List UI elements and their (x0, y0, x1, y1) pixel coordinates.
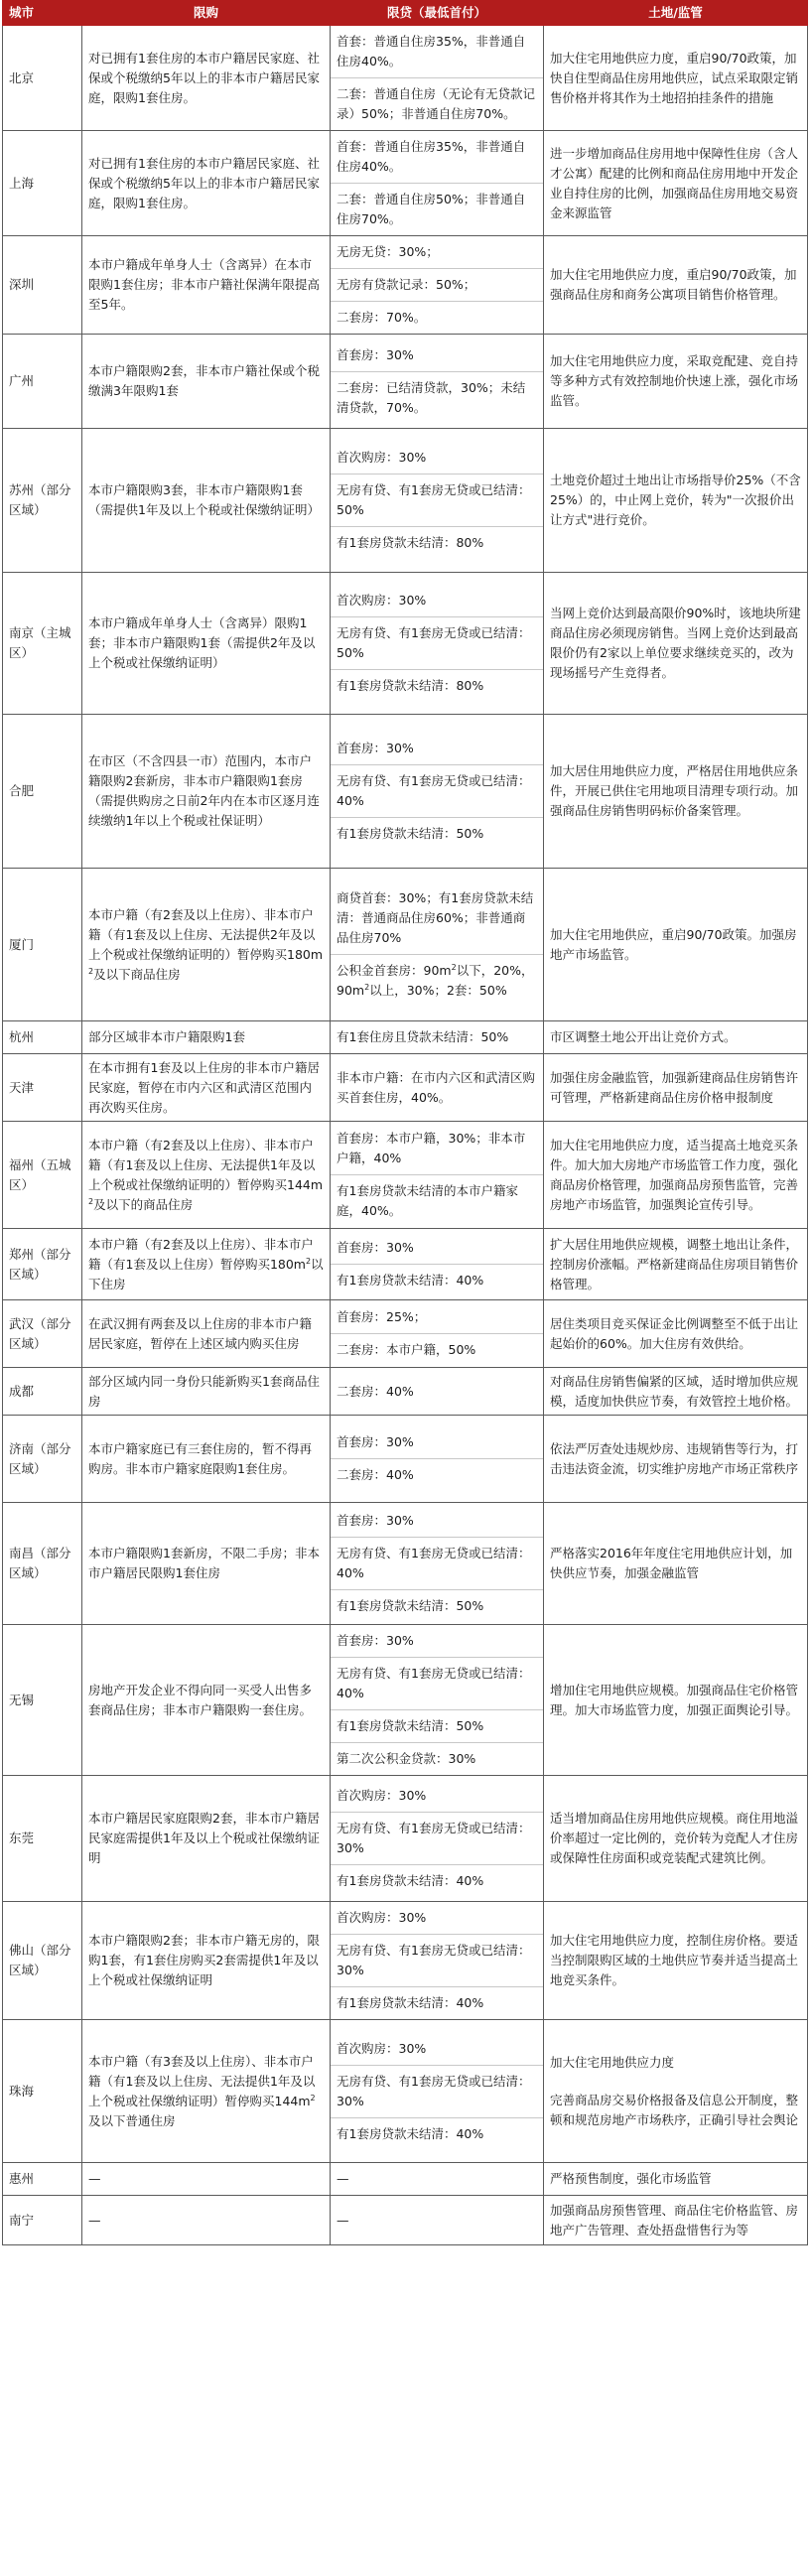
loan-limit-cell (331, 2163, 544, 2196)
city-cell: 杭州 (3, 1021, 82, 1054)
land-regulation-cell: 加大居住用地供应力度，严格居住用地供应条件，开展已供住宅用地项目清理专项行动。加强商品住房销售明码标价备案管理。 (544, 715, 808, 869)
loan-limit-cell (331, 1021, 544, 1054)
land-regulation-line: 完善商品房交易价格报备及信息公开制度，整顿和规范房地产市场秩序，正确引导社会舆论 (550, 2092, 799, 2127)
land-regulation-cell: 加大住宅用地供应力度，重启90/70政策，加强商品住房和商务公寓项目销售价格管理。 (544, 236, 808, 335)
land-regulation-cell: 市区调整土地公开出让竞价方式。 (544, 1021, 808, 1054)
loan-limit-item: 无房有贷款记录：50%； (331, 269, 543, 302)
loan-limit-item: 首套房：25%； (331, 1301, 543, 1334)
table-row (3, 1902, 808, 2020)
land-regulation-cell: 加大住宅用地供应力度，控制住房价格。要适当控制限购区域的土地供应节奏并适当提高土地竞买条件。 (544, 1902, 808, 2020)
land-regulation-cell: 加强住房金融监管，加强新建商品住房销售许可管理，严格新建商品住房价格申报制度 (544, 1054, 808, 1122)
loan-limit-item: 二套房：40% (337, 1383, 414, 1399)
land-regulation-cell: 严格预售制度，强化市场监管 (544, 2163, 808, 2196)
city-cell: 郑州（部分区域） (3, 1229, 82, 1300)
city-cell: 珠海 (3, 2020, 82, 2163)
city-cell: 广州 (3, 335, 82, 429)
loan-limit-cell (331, 1776, 544, 1902)
purchase-limit-cell: — (82, 2163, 331, 2196)
loan-limit-cell (331, 1229, 544, 1300)
table-row (3, 1368, 808, 1416)
loan-limit-item: 有1套房贷款未结清：40% (337, 2125, 484, 2141)
land-regulation-cell (544, 2020, 808, 2163)
table-row (3, 1625, 808, 1776)
loan-limit-cell (331, 26, 544, 131)
loan-limit-item: 二套房：70%。 (337, 310, 427, 325)
loan-limit-item: 首次购房：30% (331, 1780, 543, 1813)
city-cell: 苏州（部分区域） (3, 429, 82, 573)
loan-limit-item: 无房有贷、有1套房无贷或已结清：30% (331, 2066, 543, 2118)
city-cell: 济南（部分区域） (3, 1416, 82, 1503)
city-cell: 佛山（部分区域） (3, 1902, 82, 2020)
loan-limit-item: 有1套房贷款未结清：80% (337, 678, 484, 693)
loan-limit-item: 首套：普通自住房35%，非普通自住房40%。 (331, 131, 543, 184)
purchase-limit-cell: 本市户籍限购3套，非本市户籍限购1套（需提供1年及以上个税或社保缴纳证明） (82, 429, 331, 573)
loan-limit-cell (331, 1054, 544, 1122)
loan-limit-cell (331, 1902, 544, 2020)
loan-limit-item: 无房有贷、有1套房无贷或已结清：50% (331, 475, 543, 527)
city-cell: 福州（五城区） (3, 1122, 82, 1229)
city-cell: 南京（主城区） (3, 573, 82, 715)
loan-limit-item: 有1套房贷款未结清：50% (331, 1710, 543, 1743)
land-regulation-cell: 居住类项目竞买保证金比例调整至不低于出让起始价的60%。加大住房有效供给。 (544, 1300, 808, 1368)
purchase-limit-cell: — (82, 2196, 331, 2245)
land-regulation-cell: 进一步增加商品住房用地中保障性住房（含人才公寓）配建的比例和商品住房用地中开发企业自持住房的比例，加强商品住房用地交易资金来源监管 (544, 131, 808, 236)
city-cell: 厦门 (3, 869, 82, 1021)
loan-limit-item: 有1套房贷款未结清：50% (337, 1598, 484, 1613)
city-cell: 深圳 (3, 236, 82, 335)
loan-limit-item: 公积金首套房：$90m^2$以下，20%，$90m^2$以上，30%；2套：50% (337, 962, 534, 998)
header-loan-limit: 限贷（最低首付） (331, 1, 544, 26)
table-row (3, 2163, 808, 2196)
purchase-limit-cell: 本市户籍（有2套及以上住房）、非本市户籍（有1套及以上住房）暂停购买$180m^2$以下住房 (82, 1229, 331, 1300)
table-row (3, 1229, 808, 1300)
loan-limit-cell (331, 429, 544, 573)
loan-limit-item: 首套房：30% (331, 1625, 543, 1658)
land-regulation-cell: 对商品住房销售偏紧的区域，适时增加供应规模，适度加快供应节奏，有效管控土地价格。 (544, 1368, 808, 1416)
purchase-limit-cell: 对已拥有1套住房的本市户籍居民家庭、社保或个税缴纳5年以上的非本市户籍居民家庭，限购1套住房。 (82, 26, 331, 131)
city-cell: 成都 (3, 1368, 82, 1416)
land-regulation-cell: 扩大居住用地供应规模，调整土地出让条件，控制房价涨幅。严格新建商品住房项目销售价格管理。 (544, 1229, 808, 1300)
land-regulation-cell: 加强商品房预售管理、商品住宅价格监管、房地产广告管理、查处捂盘惜售行为等 (544, 2196, 808, 2245)
loan-limit-item: 无房有贷、有1套房无贷或已结清：40% (331, 1658, 543, 1710)
loan-limit-item: 有1套房贷款未结清：50% (337, 826, 484, 841)
loan-limit-cell (331, 1368, 544, 1416)
header-city: 城市 (3, 1, 82, 26)
loan-limit-cell (331, 1300, 544, 1368)
city-cell: 南昌（部分区域） (3, 1503, 82, 1625)
loan-limit-item: 有1套房贷款未结清：80% (337, 535, 484, 550)
loan-limit-item: 无房有贷、有1套房无贷或已结清：50% (331, 617, 543, 670)
land-regulation-line: 加大住宅用地供应力度 (550, 2054, 675, 2070)
city-cell: 南宁 (3, 2196, 82, 2245)
purchase-limit-cell: 在市区（不含四县一市）范围内，本市户籍限购2套新房，非本市户籍限购1套房（需提供购房之日前2年内在本市区逐月连续缴纳1年以上个税或社保证明） (82, 715, 331, 869)
city-cell: 北京 (3, 26, 82, 131)
loan-limit-item: 有1套房贷款未结清：40% (337, 1273, 484, 1288)
table-row (3, 573, 808, 715)
table-row (3, 236, 808, 335)
purchase-limit-cell: 部分区域内同一身份只能新购买1套商品住房 (82, 1368, 331, 1416)
loan-limit-item: 二套房：已结清贷款，30%；未结清贷款，70%。 (337, 379, 526, 415)
loan-limit-item: 首套：普通自住房35%，非普通自住房40%。 (331, 26, 543, 78)
loan-limit-item: 无房有贷、有1套房无贷或已结清：40% (331, 765, 543, 818)
table-row (3, 1776, 808, 1902)
land-regulation-cell: 加大住宅用地供应力度，采取竞配建、竞自持等多种方式有效控制地价快速上涨，强化市场监管。 (544, 335, 808, 429)
table-row (3, 1021, 808, 1054)
loan-limit-item: 无房有贷、有1套房无贷或已结清：40% (331, 1538, 543, 1590)
loan-limit-item: 有1套住房且贷款未结清：50% (337, 1029, 509, 1044)
loan-limit-item: 有1套房贷款未结清：40% (337, 1873, 484, 1888)
loan-limit-cell (331, 335, 544, 429)
loan-limit-item: 首套房：30% (331, 1232, 543, 1265)
loan-limit-item: 第二次公积金贷款：30% (337, 1751, 476, 1766)
table-row (3, 26, 808, 131)
loan-limit-cell (331, 2196, 544, 2245)
city-cell: 天津 (3, 1054, 82, 1122)
land-regulation-cell: 依法严厉查处违规炒房、违规销售等行为，打击违法资金流，切实维护房地产市场正常秩序 (544, 1416, 808, 1503)
loan-limit-cell (331, 715, 544, 869)
purchase-limit-cell: 本市户籍（有2套及以上住房）、非本市户籍（有1套及以上住房、无法提供2年及以上个税或社保缴纳证明的）暂停购买$180m^2$及以下商品住房 (82, 869, 331, 1021)
purchase-limit-cell: 本市户籍（有3套及以上住房）、非本市户籍（有1套及以上住房、无法提供1年及以上个税或社保缴纳证明）暂停购买$144m^2$及以下普通住房 (82, 2020, 331, 2163)
table-row (3, 1416, 808, 1503)
city-cell: 惠州 (3, 2163, 82, 2196)
table-row (3, 2196, 808, 2245)
city-cell: 合肥 (3, 715, 82, 869)
purchase-limit-cell: 部分区域非本市户籍限购1套 (82, 1021, 331, 1054)
loan-limit-item: — (337, 2212, 349, 2228)
loan-limit-item: 首套房：30% (331, 733, 543, 765)
land-regulation-cell: 土地竞价超过土地出让市场指导价25%（不含25%）的，中止网上竞价，转为"一次报价出让方式"进行竞价。 (544, 429, 808, 573)
loan-limit-cell (331, 869, 544, 1021)
loan-limit-item: 首次购房：30% (331, 585, 543, 617)
table-row (3, 335, 808, 429)
city-cell: 上海 (3, 131, 82, 236)
purchase-limit-cell: 本市户籍限购2套，非本市户籍社保或个税缴满3年限购1套 (82, 335, 331, 429)
loan-limit-item: 无房有贷、有1套房无贷或已结清：30% (331, 1813, 543, 1865)
loan-limit-item: 首套房：30% (331, 1505, 543, 1538)
loan-limit-item: 二套：普通自住房50%；非普通自住房70%。 (337, 192, 526, 226)
table-row (3, 869, 808, 1021)
loan-limit-cell (331, 1503, 544, 1625)
purchase-limit-cell: 本市户籍家庭已有三套住房的，暂不得再购房。非本市户籍家庭限购1套住房。 (82, 1416, 331, 1503)
loan-limit-cell (331, 573, 544, 715)
loan-limit-item: 非本市户籍：在市内六区和武清区购买首套住房，40%。 (337, 1069, 536, 1105)
purchase-limit-cell: 对已拥有1套住房的本市户籍居民家庭、社保或个税缴纳5年以上的非本市户籍居民家庭，限购1套住房。 (82, 131, 331, 236)
loan-limit-item: 无房无贷：30%； (331, 236, 543, 269)
table-row (3, 715, 808, 869)
loan-limit-cell (331, 131, 544, 236)
land-regulation-cell: 加大住宅用地供应力度，重启90/70政策，加快自住型商品住房用地供应，试点采取限定销售价格并将其作为土地招拍挂条件的措施 (544, 26, 808, 131)
purchase-limit-cell: 在武汉拥有两套及以上住房的非本市户籍居民家庭，暂停在上述区域内购买住房 (82, 1300, 331, 1368)
city-cell: 无锡 (3, 1625, 82, 1776)
table-row (3, 131, 808, 236)
city-cell: 东莞 (3, 1776, 82, 1902)
loan-limit-cell (331, 1122, 544, 1229)
purchase-limit-cell: 本市户籍限购2套；非本市户籍无房的，限购1套，有1套住房购买2套需提供1年及以上个税或社保缴纳证明 (82, 1902, 331, 2020)
purchase-limit-cell: 本市户籍（有2套及以上住房）、非本市户籍（有1套及以上住房、无法提供1年及以上个税或社保缴纳证明的）暂停购买$144m^2$及以下的商品住房 (82, 1122, 331, 1229)
loan-limit-item: 有1套房贷款未结清的本市户籍家庭，40%。 (337, 1183, 518, 1218)
header-row (3, 1, 808, 26)
table-row (3, 1503, 808, 1625)
loan-limit-item: 二套房：40% (337, 1467, 414, 1482)
table-row (3, 429, 808, 573)
land-regulation-cell: 加大住宅用地供应，重启90/70政策。加强房地产市场监管。 (544, 869, 808, 1021)
purchase-limit-cell: 本市户籍居民家庭限购2套，非本市户籍居民家庭需提供1年及以上个税或社保缴纳证明 (82, 1776, 331, 1902)
loan-limit-item: 商贷首套：30%；有1套房贷款未结清：普通商品住房60%；非普通商品住房70% (331, 882, 543, 955)
table-row (3, 1300, 808, 1368)
land-regulation-cell: 加大住宅用地供应力度，适当提高土地竞买条件。加大加大房地产市场监管工作力度，强化商品房价格管理，加强商品房预售监管，完善房地产市场监管，加强舆论宣传引导。 (544, 1122, 808, 1229)
purchase-limit-cell: 本市户籍成年单身人士（含离异）限购1套；非本市户籍限购1套（需提供2年及以上个税或社保缴纳证明） (82, 573, 331, 715)
land-regulation-cell: 严格落实2016年年度住宅用地供应计划，加快供应节奏，加强金融监管 (544, 1503, 808, 1625)
city-cell: 武汉（部分区域） (3, 1300, 82, 1368)
loan-limit-cell (331, 1625, 544, 1776)
policy-table-body (3, 26, 808, 2245)
loan-limit-cell (331, 236, 544, 335)
loan-limit-item: 首套房：本市户籍，30%；非本市户籍，40% (331, 1123, 543, 1175)
loan-limit-item: 首次购房：30% (331, 1902, 543, 1935)
loan-limit-item: 无房有贷、有1套房无贷或已结清：30% (331, 1935, 543, 1987)
purchase-limit-cell: 本市户籍成年单身人士（含离异）在本市限购1套住房；非本市户籍社保满年限提高至5年。 (82, 236, 331, 335)
loan-limit-item: 有1套房贷款未结清：40% (337, 1995, 484, 2010)
policy-table (2, 0, 808, 2245)
purchase-limit-cell: 本市户籍限购1套新房，不限二手房；非本市户籍居民限购1套住房 (82, 1503, 331, 1625)
loan-limit-cell (331, 1416, 544, 1503)
land-regulation-cell: 当网上竞价达到最高限价90%时，该地块所建商品住房必须现房销售。当网上竞价达到最高限价仍有2家以上单位要求继续竞买的，改为现场摇号产生竞得者。 (544, 573, 808, 715)
table-row (3, 2020, 808, 2163)
purchase-limit-cell: 在本市拥有1套及以上住房的非本市户籍居民家庭，暂停在市内六区和武清区范围内再次购买住房。 (82, 1054, 331, 1122)
purchase-limit-cell: 房地产开发企业不得向同一买受人出售多套商品住房；非本市户籍限购一套住房。 (82, 1625, 331, 1776)
loan-limit-item: 二套房：本市户籍，50% (337, 1342, 476, 1357)
loan-limit-item: 首次购房：30% (331, 2033, 543, 2066)
loan-limit-cell (331, 2020, 544, 2163)
header-land-regulation: 土地/监管 (544, 1, 808, 26)
land-regulation-cell: 增加住宅用地供应规模。加强商品住宅价格管理。加大市场监管力度，加强正面舆论引导。 (544, 1625, 808, 1776)
loan-limit-item: 二套：普通自住房（无论有无贷款记录）50%；非普通自住房70%。 (337, 86, 536, 121)
table-row (3, 1122, 808, 1229)
table-row (3, 1054, 808, 1122)
loan-limit-item: — (337, 2171, 349, 2186)
land-regulation-cell: 适当增加商品住房用地供应规模。商住用地溢价率超过一定比例的，竞价转为竞配人才住房或保障性住房面积或竞装配式建筑比例。 (544, 1776, 808, 1902)
loan-limit-item: 首套房：30% (331, 1426, 543, 1459)
loan-limit-item: 首次购房：30% (331, 442, 543, 475)
header-purchase-limit: 限购 (82, 1, 331, 26)
loan-limit-item: 首套房：30% (331, 339, 543, 372)
